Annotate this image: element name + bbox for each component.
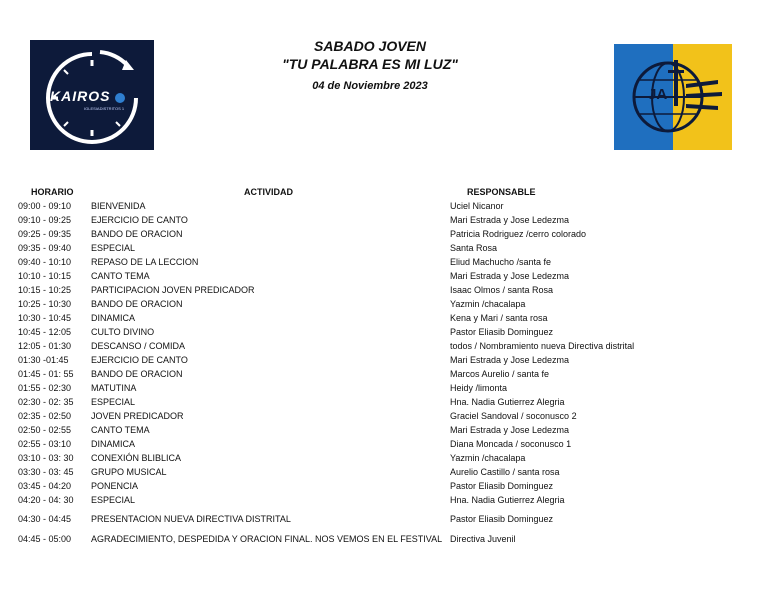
kairos-logo xyxy=(30,40,154,150)
table-row xyxy=(0,201,768,214)
row-time: 03:30 - 03: 45 xyxy=(18,467,74,477)
row-responsible: Hna. Nadia Gutierrez Alegria xyxy=(450,495,565,505)
logo-wordmark: KAIROS xyxy=(50,88,111,104)
table-row xyxy=(0,299,768,312)
row-responsible: todos / Nombramiento nueva Directiva distrital xyxy=(450,341,635,351)
row-activity: PARTICIPACION JOVEN PREDICADOR xyxy=(91,285,255,295)
table-row xyxy=(0,439,768,452)
table-row xyxy=(0,369,768,382)
event-date: 04 de Noviembre 2023 xyxy=(312,80,428,92)
row-activity: GRUPO MUSICAL xyxy=(91,467,167,477)
row-responsible: Uciel Nicanor xyxy=(450,201,504,211)
row-activity: BIENVENIDA xyxy=(91,201,146,211)
row-activity: CULTO DIVINO xyxy=(91,327,155,337)
table-row xyxy=(0,383,768,396)
row-responsible: Yazmin /chacalapa xyxy=(450,299,526,309)
logo-tagline: IGLESIADISTRITOS 1 xyxy=(84,106,125,111)
row-time: 12:05 - 01:30 xyxy=(18,341,72,351)
row-activity: BANDO DE ORACION xyxy=(91,299,183,309)
row-activity: PONENCIA xyxy=(91,481,139,491)
row-activity: PRESENTACION NUEVA DIRECTIVA DISTRITAL xyxy=(91,514,291,524)
row-activity: ESPECIAL xyxy=(91,495,136,505)
row-activity: DESCANSO / COMIDA xyxy=(91,341,186,351)
row-responsible: Pastor Eliasib Dominguez xyxy=(450,514,554,524)
row-time: 10:25 - 10:30 xyxy=(18,299,72,309)
row-time: 09:25 - 09:35 xyxy=(18,229,72,239)
row-responsible: Mari Estrada y Jose Ledezma xyxy=(450,355,570,365)
row-time: 04:20 - 04: 30 xyxy=(18,495,74,505)
row-responsible: Graciel Sandoval / soconusco 2 xyxy=(450,411,577,421)
table-row xyxy=(0,243,768,256)
table-row xyxy=(0,327,768,340)
row-time: 09:35 - 09:40 xyxy=(18,243,72,253)
row-responsible: Patricia Rodriguez /cerro colorado xyxy=(450,229,587,239)
row-time: 02:35 - 02:50 xyxy=(18,411,72,421)
row-time: 02:50 - 02:55 xyxy=(18,425,72,435)
row-responsible: Kena y Mari / santa rosa xyxy=(450,313,548,323)
ja-logo xyxy=(614,44,732,150)
row-activity: BANDO DE ORACION xyxy=(91,229,183,239)
row-activity: EJERCICIO DE CANTO xyxy=(91,215,188,225)
table-row xyxy=(0,229,768,242)
row-activity: AGRADECIMIENTO, DESPEDIDA Y ORACION FINAL. NOS VEMOS EN EL FESTIVAL xyxy=(91,534,443,544)
row-activity: CONEXIÓN BLIBLICA xyxy=(91,453,182,463)
row-time: 09:00 - 09:10 xyxy=(18,201,72,211)
globe-icon xyxy=(614,44,732,150)
table-row xyxy=(0,257,768,270)
row-activity: BANDO DE ORACION xyxy=(91,369,183,379)
table-row xyxy=(0,425,768,438)
table-row xyxy=(0,453,768,466)
row-responsible: Santa Rosa xyxy=(450,243,498,253)
row-responsible: Isaac Olmos / santa Rosa xyxy=(450,285,554,295)
row-activity: CANTO TEMA xyxy=(91,425,150,435)
row-activity: JOVEN PREDICADOR xyxy=(91,411,184,421)
table-row xyxy=(0,285,768,298)
table-row xyxy=(0,495,768,508)
row-activity: REPASO DE LA LECCION xyxy=(91,257,199,267)
row-responsible: Mari Estrada y Jose Ledezma xyxy=(450,425,570,435)
row-responsible: Directiva Juvenil xyxy=(450,534,516,544)
row-responsible: Heidy /limonta xyxy=(450,383,508,393)
row-responsible: Mari Estrada y Jose Ledezma xyxy=(450,271,570,281)
page-subtitle: "TU PALABRA ES MI LUZ" xyxy=(282,56,458,72)
row-time: 10:15 - 10:25 xyxy=(18,285,72,295)
row-responsible: Mari Estrada y Jose Ledezma xyxy=(450,215,570,225)
row-activity: MATUTINA xyxy=(91,383,137,393)
table-row xyxy=(0,514,768,527)
row-responsible: Aurelio Castillo / santa rosa xyxy=(450,467,560,477)
table-row xyxy=(0,467,768,480)
row-responsible: Pastor Eliasib Dominguez xyxy=(450,327,554,337)
row-activity: DINAMICA xyxy=(91,439,136,449)
page-title: SABADO JOVEN xyxy=(313,38,427,54)
table-row xyxy=(0,397,768,410)
row-responsible: Diana Moncada / soconusco 1 xyxy=(450,439,572,449)
row-responsible: Yazmin /chacalapa xyxy=(450,453,526,463)
table-row xyxy=(0,215,768,228)
row-time: 03:10 - 03: 30 xyxy=(18,453,74,463)
row-responsible: Hna. Nadia Gutierrez Alegria xyxy=(450,397,565,407)
row-time: 10:30 - 10:45 xyxy=(18,313,72,323)
row-time: 03:45 - 04:20 xyxy=(18,481,72,491)
row-activity: EJERCICIO DE CANTO xyxy=(91,355,188,365)
table-row xyxy=(0,313,768,326)
row-time: 01:55 - 02:30 xyxy=(18,383,72,393)
row-time: 09:40 - 10:10 xyxy=(18,257,72,267)
row-time: 04:30 - 04:45 xyxy=(18,514,72,524)
table-row xyxy=(0,271,768,284)
row-activity: ESPECIAL xyxy=(91,397,136,407)
column-header-responsible: RESPONSABLE xyxy=(467,187,536,197)
row-time: 01:30 -01:45 xyxy=(18,355,69,365)
row-time: 02:55 - 03:10 xyxy=(18,439,72,449)
row-time: 10:10 - 10:15 xyxy=(18,271,72,281)
column-header-time: HORARIO xyxy=(31,187,74,197)
row-activity: DINAMICA xyxy=(91,313,136,323)
column-header-activity: ACTIVIDAD xyxy=(244,187,293,197)
row-time: 01:45 - 01: 55 xyxy=(18,369,74,379)
row-responsible: Marcos Aurelio / santa fe xyxy=(450,369,550,379)
row-time: 04:45 - 05:00 xyxy=(18,534,72,544)
table-row xyxy=(0,341,768,354)
row-time: 09:10 - 09:25 xyxy=(18,215,72,225)
row-activity: CANTO TEMA xyxy=(91,271,150,281)
row-time: 10:45 - 12:05 xyxy=(18,327,72,337)
table-row xyxy=(0,534,768,547)
logo-letters: JA xyxy=(648,86,668,103)
row-responsible: Pastor Eliasib Dominguez xyxy=(450,481,554,491)
row-time: 02:30 - 02: 35 xyxy=(18,397,74,407)
row-activity: ESPECIAL xyxy=(91,243,136,253)
row-responsible: Eliud Machucho /santa fe xyxy=(450,257,552,267)
table-row xyxy=(0,481,768,494)
table-row xyxy=(0,411,768,424)
table-row xyxy=(0,355,768,368)
